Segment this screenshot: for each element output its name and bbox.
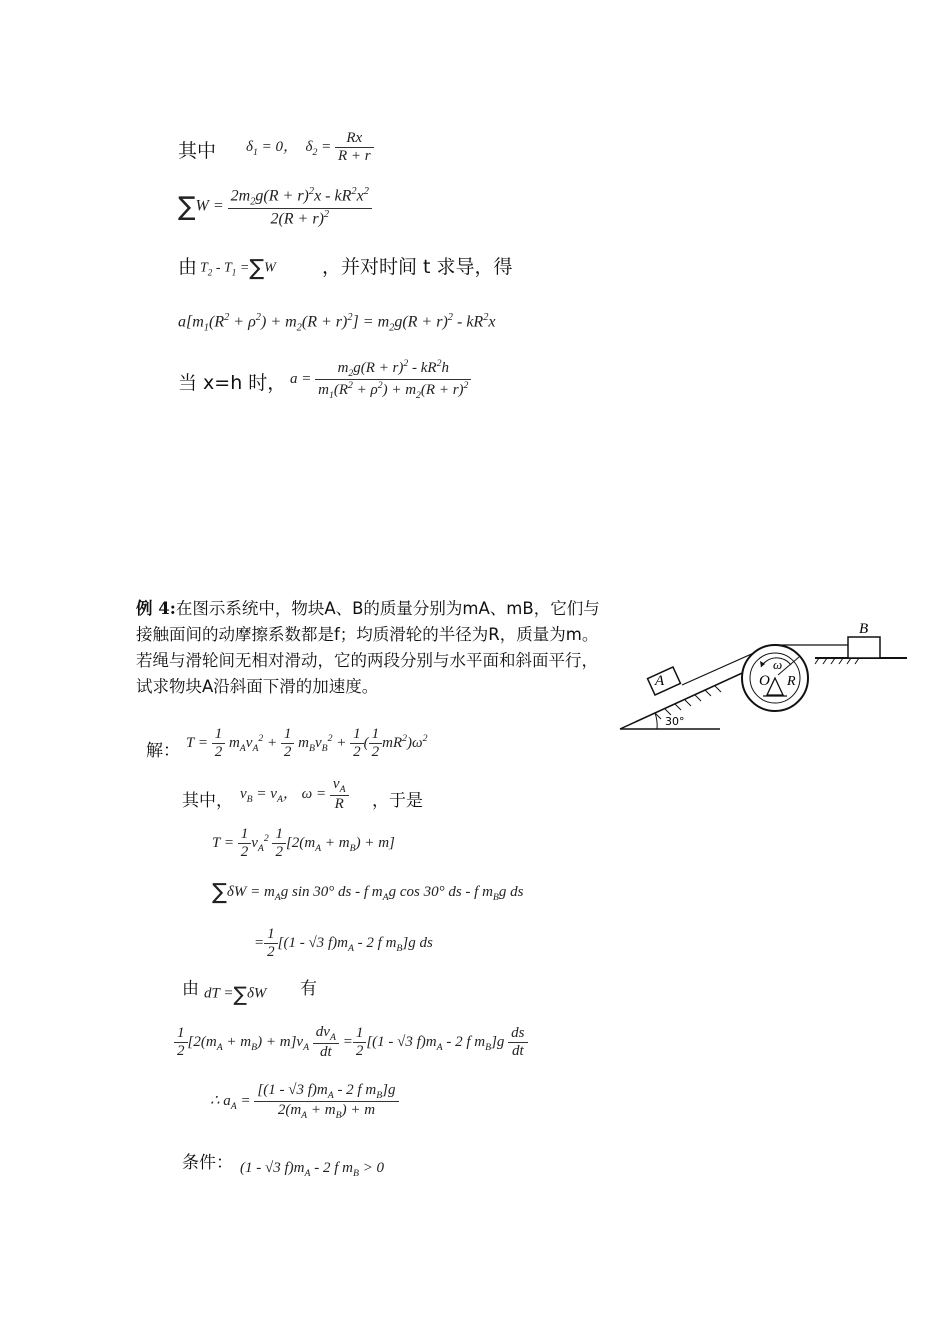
dang-label: 当 x=h 时， (178, 372, 287, 394)
jie-label: 解： (146, 741, 180, 761)
example-text: 在图示系统中，物块A、B的质量分别为mA、mB，它们与接触面间的动摩擦系数都是f；均质滑轮的半径为R，质量为m。若绳与滑轮间无相对滑动，它的两段分别与水平面和斜面平行，试求物块A沿斜面下滑的加速度。 (136, 599, 600, 696)
a-result-equation: a = $\frac{m_2g(R + r)^2 - kR^2h}{m_1(R^2 + \rho^2) + m_2(R + r)^2}$ (290, 358, 471, 401)
label-omega: ω (773, 657, 783, 672)
derive-text: ，并对时间 t 求导，得 (322, 256, 513, 278)
angle-label: 30° (665, 715, 685, 728)
label-R: R (787, 674, 796, 689)
example-label: 例 4: (136, 599, 176, 618)
virtual-work-simplified: = $\frac{1}{2}$ [(1 - √3 $f)m_A - 2$ f $m_B]g$ ds (254, 926, 433, 960)
label-A: A (655, 673, 665, 689)
example-4-problem (136, 596, 606, 700)
pulley-incline-figure (615, 615, 915, 740)
qizhong-label: 其中 (178, 140, 217, 162)
t2-t1-equation: $T_2 - T_1 =\sum W$ (200, 256, 276, 281)
kinetic-energy-simplified: T = $\frac{1}{2}$ $v_A^2$ $\frac{1}{2}$ $[2(m_A + m_B) + m]$ (212, 826, 395, 860)
qizhong2-label: 其中， (182, 791, 233, 811)
you2-label: 由 (182, 979, 199, 999)
acceleration-result: ∴ $a_A$ = $\frac{[(1 - √3 f)m_A - 2 f m_B]g}{2(m_A + m_B) + m}$ (210, 1082, 399, 1121)
label-O: O (759, 673, 770, 689)
yushi-label: ，于是 (372, 791, 423, 811)
velocity-relation: $v_B = v_A$， ω = $\frac{v_A}{R}$ (240, 776, 349, 813)
condition-equation: (1 - √3 $f)m_A - 2$ f $m_B > 0$ (240, 1160, 385, 1179)
tiaojian-label: 条件： (182, 1153, 233, 1173)
you-label: 由 (178, 256, 198, 278)
sum-w-equation: ∑W = $\frac{2m_2g(R + r)^2x - kR^2x^2}{2(R + r)^2}$ (178, 186, 372, 228)
virtual-work-equation: $\sum\delta W = m_Ag$ sin 30° ds - f $m_Ag$ cos 30° ds - f $m_Bg$ ds (212, 880, 524, 905)
you3-label: 有 (300, 979, 317, 999)
kinetic-energy-equation: T = $\frac{1}{2}$ $m_Av_A^2$ + $\frac{1}{2}$ $m_Bv_B^2$ + $\frac{1}{2}$ ( $\frac{1}{2}$ $mR^2)\omega^2$ (186, 726, 428, 760)
delta-equation: $\delta_1 = 0$， $\delta_2$ = $\frac{Rx}{R + r}$ (246, 130, 374, 165)
label-B: B (859, 621, 869, 637)
acceleration-equation: $a[m_1(R^2 + \rho^2) + m_2(R + r)^2] = m_2g(R + r)^2 - kR^2x$ (178, 312, 496, 334)
dt-equation: dT =∑δW (204, 982, 267, 1006)
differential-equation: $\frac{1}{2}$ $[2(m_A + m_B) + m]v_A$ $\frac{dv_A}{dt}$ = $\frac{1}{2}$ [(1 - √3 $f)m_A - 2$ f $m_B]g$ $\frac{ds}{dt}$ (174, 1024, 528, 1061)
block-B (848, 637, 880, 658)
